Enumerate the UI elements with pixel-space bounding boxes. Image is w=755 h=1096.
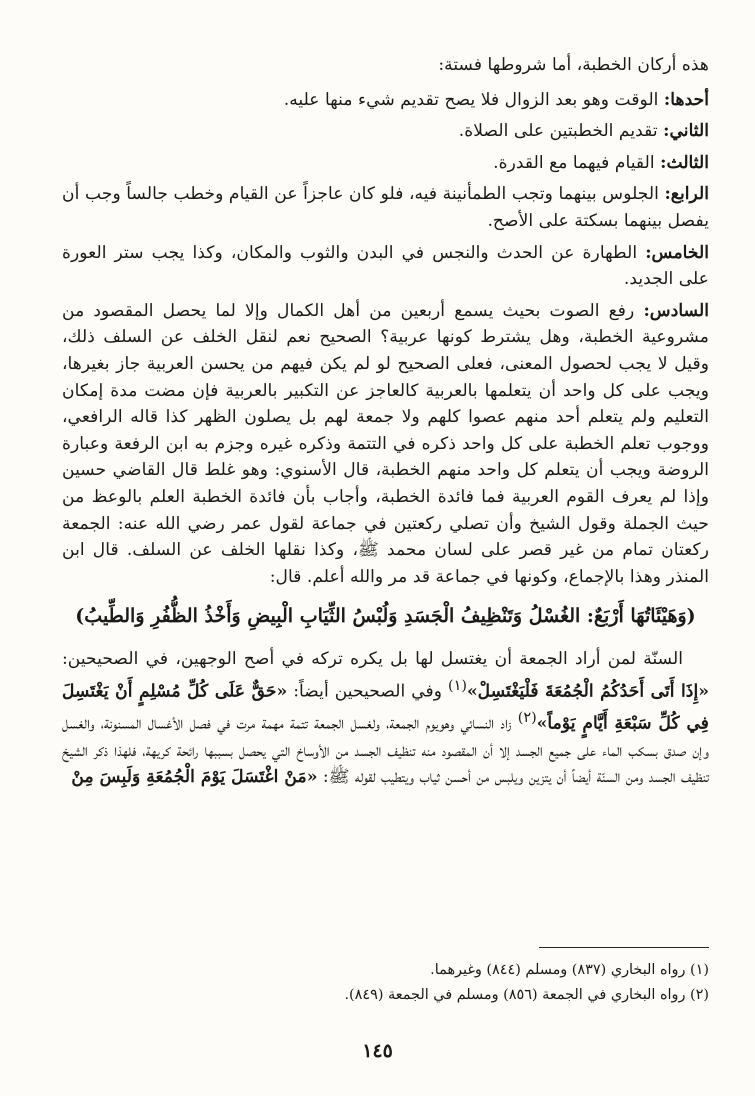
footnote-item: (١) رواه البخاري (٨٣٧) ومسلم (٨٤٤) وغيرهما. <box>430 962 709 978</box>
condition-text: الوقت وهو بعد الزوال فلا يصح تقديم شيء منها عليه. <box>283 89 659 110</box>
condition-5 <box>62 240 709 293</box>
footnote-item: (٢) رواه البخاري في الجمعة (٨٥٦) ومسلم في الجمعة (٨٤٩). <box>344 987 709 1003</box>
condition-label: الخامس: <box>645 242 710 263</box>
condition-label: أحدها: <box>663 89 709 110</box>
footnote-ref[interactable]: (٢) <box>517 710 537 727</box>
page-body <box>62 52 709 791</box>
condition-text: تقديم الخطبتين على الصلاة. <box>458 121 658 142</box>
body-text: زاد النسائي وهويوم الجمعة، ولغسل الجمعة تتمة مهمة مرت في فصل الأغسال المسنونة، والغسل وإن صدق بسكب الماء على جميع الجسد إلا أن المقصود منه تنظيف الجسد من الأوساخ التي يحصل بسببها رائحة كريهة، فلهذا ذكر الشيخ تنظيف الجسد ومن السنّة أيضاً أن يتزين ويلبس من أحسن ثياب ويتطيب لقوله ﷺ: <box>62 713 710 788</box>
condition-label: الثاني: <box>663 121 709 142</box>
body-text: السنّة لمن أراد الجمعة أن يغتسل لها بل يكره تركه في أصح الوجهين، في الصحيحين: <box>62 649 683 670</box>
condition-4 <box>62 181 709 234</box>
intro-line: هذه أركان الخطبة، أما شروطها فستة: <box>438 55 709 75</box>
condition-text: القيام فيهما مع القدرة. <box>493 152 655 173</box>
condition-label: الثالث: <box>660 152 709 173</box>
condition-text: الجلوس بينهما وتجب الطمأنينة فيه، فلو كان عاجزاً عن القيام وخطب جالساً وجب أن يفصل بينهما بسكتة على الأصح. <box>62 184 709 231</box>
body-paragraph <box>62 646 709 790</box>
condition-2 <box>62 118 709 145</box>
condition-label: الرابع: <box>664 184 709 205</box>
condition-label: السادس: <box>643 300 709 321</box>
hadith-quote: «حَقٌّ عَلَى كُلِّ مُسْلِمٍ أَنْ يَغْتَسِلَ فِي كُلِّ سَبْعَةِ أَيَّامٍ يَوْماً» <box>62 681 710 734</box>
condition-text: رفع الصوت بحيث يسمع أربعين من أهل الكمال وإلا لما يحصل المقصود من مشروعية الخطبة، وهل يشترط كونها عربية؟ الصحيح نعم لنقل الخلف عن السلف ذلك، وقيل لا يجب لحصول المعنى، فعلى الصحيح لو لم يكن فيهم من يحسن العربية جاز بغيرها، ويجب على كل واحد أن يتعلمها بالعربية كالعاجز عن التكبير بالعربية فإن مضت مدة إمكان التعليم ولم يتعلم أحد منهم عصوا كلهم ولا جمعة لهم بل يصلون الظهر كذا قاله الرافعي، ووجوب تعلم الخطبة على كل واحد ذكره في التتمة وذكره غيره وجزم به ابن الرفعة وعبارة الروضة ويجب أن يتعلم كل واحد منهم الخطبة، قال الأسنوي: وهو غلط قال القاضي حسين وإذا لم يعرف القوم العربية فما فائدة الخطبة، وأجاب بأن فائدة الخطبة العلم بالوعظ من حيث الجملة وقول الشيخ وأن تصلي ركعتين في جماعة لقول عمر رضي الله عنه: الجمعة ركعتان تمام من غير قصر على لسان محمد ﷺ، وكذا نقلها الخلف عن السلف. قال ابن المنذر وهذا بالإجماع، وكونها في جماعة قد مر والله أعلم. قال: <box>62 300 709 587</box>
section-heading: (وَهَيْئَاتُهَا أَرْبَعٌ: الغُسْلُ وَتَنْظِيفُ الْجَسَدِ وَلُبْسُ الثِّيَابِ الْبِيضِ وَأَخْذُ الظُّفُرِ وَالطِّيبُ) <box>75 605 696 628</box>
condition-6 <box>62 298 709 591</box>
condition-3 <box>62 150 709 177</box>
footnotes <box>62 958 709 1008</box>
hadith-quote: «إِذَا أَتَى أَحَدُكُمُ الْجُمُعَةَ فَلْيَغْتَسِلْ» <box>466 681 709 702</box>
hadith-quote: «مَنْ اغْتَسَلَ يَوْمَ الْجُمُعَةِ وَلَبِسَ مِنْ <box>71 767 318 788</box>
body-text: وفي الصحيحين أيضاً: <box>293 681 443 702</box>
condition-text: الطهارة عن الحدث والنجس في البدن والثوب والمكان، وكذا يجب ستر العورة على الجديد. <box>62 242 709 290</box>
footnote-ref[interactable]: (١) <box>448 677 467 694</box>
condition-1 <box>62 87 709 114</box>
page-number: ١٤٥ <box>362 1040 393 1062</box>
footnote-divider <box>539 947 709 948</box>
